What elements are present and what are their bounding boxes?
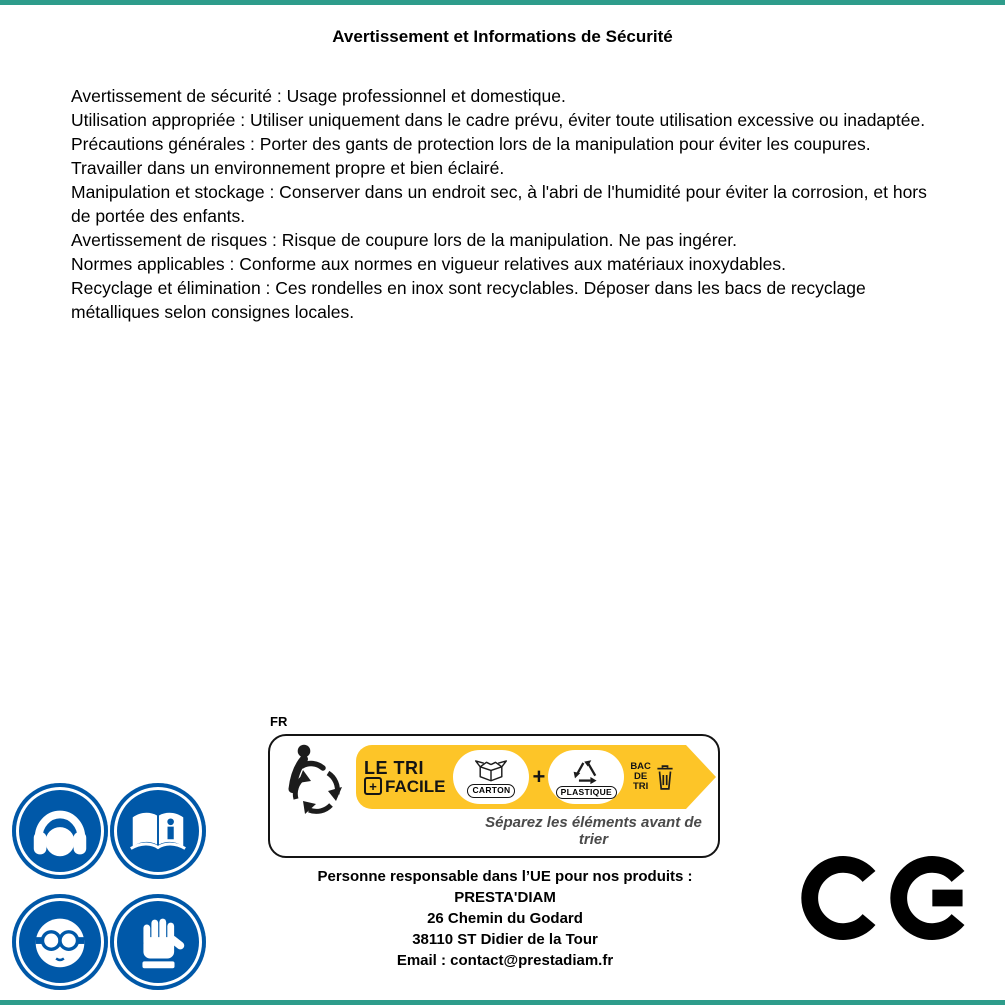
company-name: PRESTA'DIAM: [454, 889, 556, 906]
info-tri-badge: [268, 734, 720, 858]
safety-paragraph: Recyclage et élimination : Ces rondelles en inox sont recyclables. Déposer dans les bacs de recyclage métalliques selon consignes locales.: [71, 278, 866, 322]
safety-goggles-icon: [26, 908, 94, 976]
bottom-border: [0, 1000, 1005, 1005]
safety-paragraph: Utilisation appropriée : Utiliser uniquement dans le cadre prévu, éviter toute utilisation excessive ou inadaptée.: [71, 110, 926, 130]
responsible-intro: Personne responsable dans l’UE pour nos produits :: [317, 868, 693, 885]
address-line: 26 Chemin du Godard: [427, 910, 583, 927]
material-label-carton: CARTON: [467, 784, 515, 798]
bac-de-tri-label: BAC DE TRI: [630, 761, 651, 792]
safety-paragraph: Précautions générales : Porter des gants de protection lors de la manipulation pour éviter les coupures. Travailler dans un environnement propre et bien éclairé.: [71, 134, 871, 178]
plastique-pill: [548, 750, 624, 804]
sorting-tagline: Séparez les éléments avant de trier: [485, 814, 702, 848]
tri-facile-band: [356, 745, 686, 809]
triman-logo-icon: [278, 742, 352, 820]
plus-separator: +: [532, 764, 546, 789]
top-border: [0, 0, 1005, 5]
band-arrow-tip: [686, 745, 716, 809]
bac-de-tri: [630, 762, 676, 792]
trash-bin-icon: [654, 764, 676, 791]
le-tri-text: LE TRI: [364, 757, 424, 778]
recycle-triangle-icon: [568, 755, 604, 785]
protective-glove-icon: [124, 908, 192, 976]
wear-eye-protection-sign: [12, 894, 108, 990]
material-label-plastique: PLASTIQUE: [556, 786, 617, 800]
carton-pill: [453, 750, 529, 804]
page-title: Avertissement et Informations de Sécurité: [332, 27, 673, 46]
safety-text-block: [71, 84, 943, 324]
safety-paragraph: Normes applicables : Conforme aux normes en vigueur relatives aux matériaux inoxydables.: [71, 254, 786, 274]
plus-box-icon: +: [364, 777, 382, 795]
ce-mark-icon: [798, 856, 976, 940]
safety-paragraph: Avertissement de risques : Risque de coupure lors de la manipulation. Ne pas ingérer.: [71, 230, 738, 250]
instruction-manual-icon: [124, 797, 192, 865]
carton-box-icon: [471, 756, 511, 783]
ear-protection-icon: [26, 797, 94, 865]
mandatory-signs-grid: [12, 783, 206, 990]
responsible-person-block: [255, 866, 755, 971]
address-line: 38110 ST Didier de la Tour: [412, 931, 598, 948]
wear-ear-protection-sign: [12, 783, 108, 879]
safety-paragraph: Avertissement de sécurité : Usage professionnel et domestique.: [71, 86, 566, 106]
fr-country-code: FR: [270, 714, 288, 729]
facile-text: FACILE: [385, 776, 446, 796]
wear-protective-gloves-sign: [110, 894, 206, 990]
contact-email: Email : contact@prestadiam.fr: [396, 952, 614, 969]
safety-paragraph: Manipulation et stockage : Conserver dans un endroit sec, à l'abri de l'humidité pour éviter la corrosion, et hors de portée des enfants.: [71, 182, 927, 226]
read-instruction-manual-sign: [110, 783, 206, 879]
le-tri-facile-logo: [364, 759, 445, 796]
